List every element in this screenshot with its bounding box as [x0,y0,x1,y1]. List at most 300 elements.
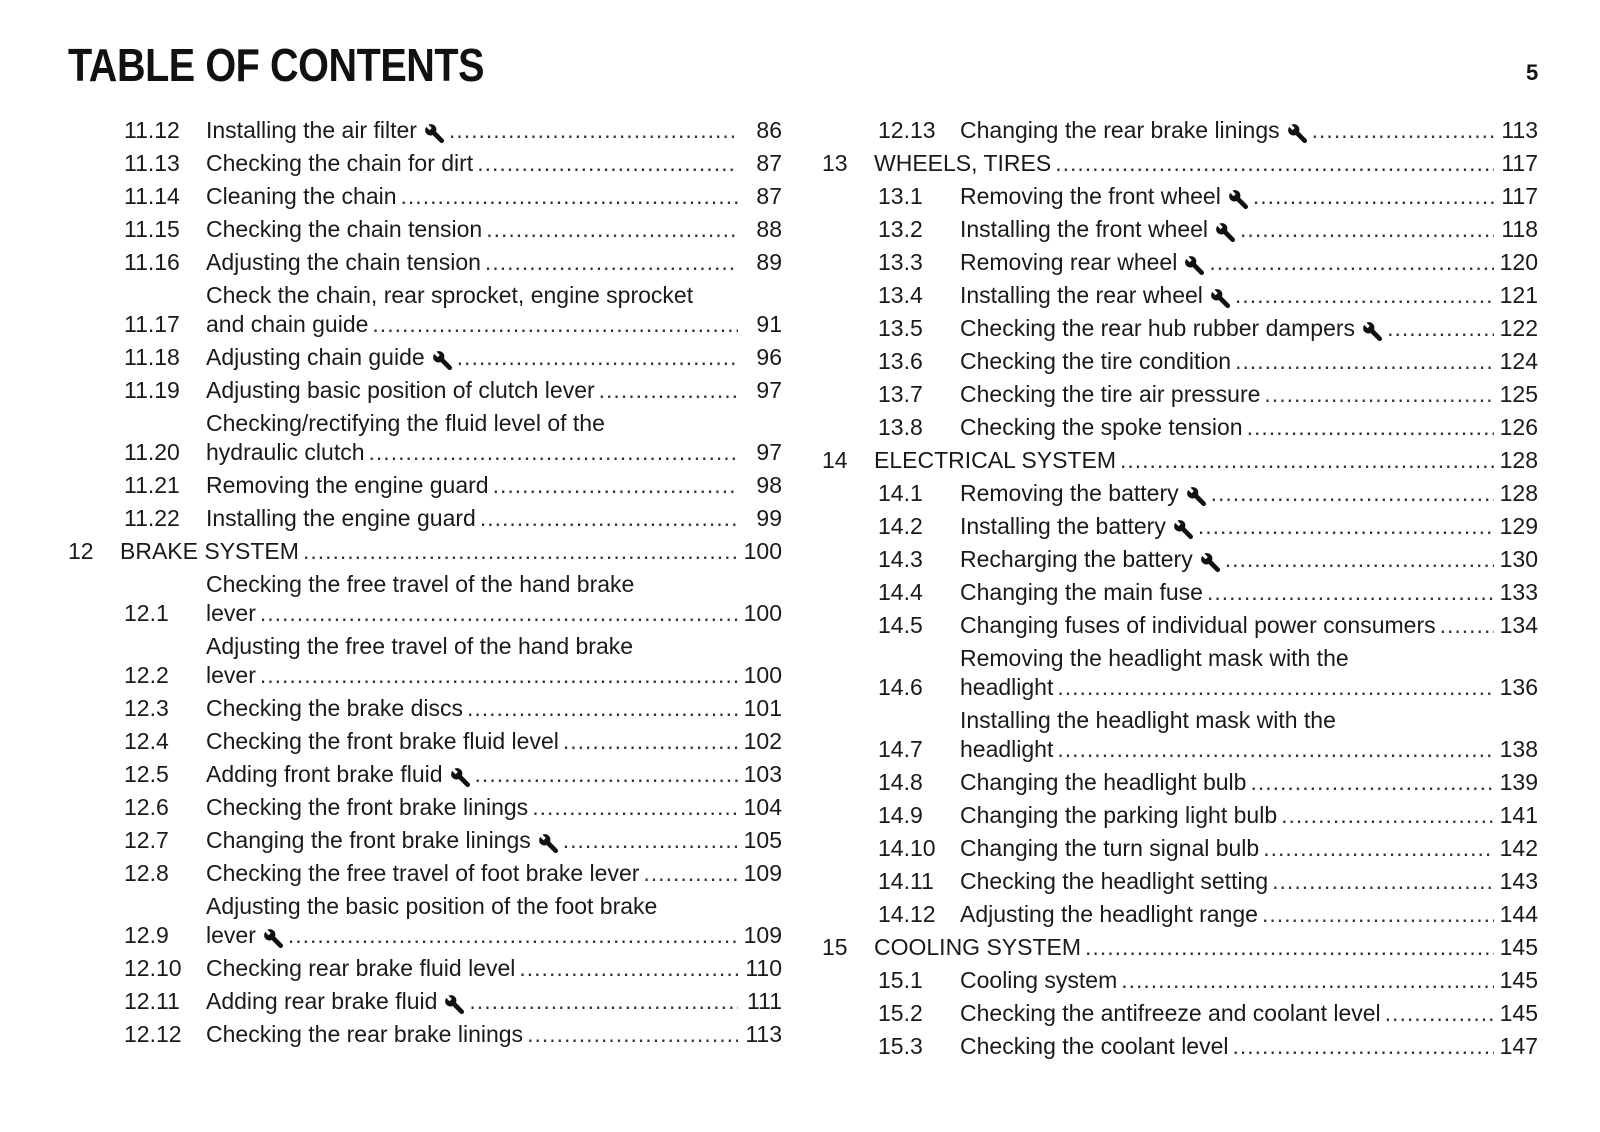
page-number: 5 [1526,60,1539,85]
wrench-icon [1214,222,1236,244]
toc-entry[interactable] [68,343,782,372]
toc-entry[interactable] [822,706,1538,764]
wrench-icon [1361,321,1383,343]
dot-leader [599,376,738,405]
toc-entry[interactable] [68,954,782,983]
page-reference[interactable]: 139 [1499,769,1538,795]
page-reference[interactable]: 89 [756,249,782,275]
toc-entry[interactable] [68,376,782,405]
section-number: 12 [68,538,94,564]
page-reference[interactable]: 113 [745,1021,782,1047]
dot-leader [493,471,738,500]
page-title: TABLE OF CONTENTS [68,39,485,91]
section-number: 15.1 [878,967,923,993]
section-number: 14.12 [878,901,936,927]
entry-last-line [206,661,782,690]
entry-last-line [206,954,782,983]
wrench-icon [1172,519,1194,541]
entry-last-line [960,116,1538,145]
section-number: 14.1 [878,480,923,506]
entry-last-line [206,116,782,145]
dot-leader [1055,149,1494,178]
page-reference[interactable]: 118 [1501,216,1538,242]
entry-title: Checking the rear hub rubber dampers [960,315,1356,341]
section-number: 12.13 [878,117,936,143]
toc-entry[interactable] [822,248,1538,277]
dot-leader [401,182,738,211]
entry-title: Installing the rear wheel [960,282,1203,308]
toc-entry[interactable] [68,694,782,723]
entry-title: Installing the battery [960,513,1166,539]
entry-title: Checking the spoke tension [960,414,1243,440]
entry-body [960,248,1538,277]
entry-body [206,471,782,500]
entry-title-line: Installing the headlight mask with the [960,707,1336,733]
entry-title: Changing the parking light bulb [960,802,1278,828]
entry-body [206,1020,782,1049]
toc-entry[interactable] [822,512,1538,541]
dot-leader [303,537,738,566]
page-reference[interactable]: 100 [743,662,782,688]
page-reference[interactable]: 99 [756,505,782,531]
entry-last-line [874,933,1538,962]
toc-entry[interactable] [822,644,1538,702]
entry-title-line: Adjusting the basic position of the foot brake [206,893,658,919]
toc-entry[interactable] [68,760,782,789]
section-number: 13.1 [878,183,923,209]
entry-body [874,933,1538,962]
page-reference[interactable]: 91 [756,311,782,337]
entry-last-line [874,446,1538,475]
entry-body [874,149,1538,178]
toc-column-left [68,116,782,1053]
page-reference[interactable]: 110 [745,955,782,981]
dot-leader [519,954,738,983]
page-reference[interactable]: 102 [743,728,782,754]
entry-body [960,578,1538,607]
section-number: 12.12 [124,1021,182,1047]
section-number: 13.6 [878,348,923,374]
section-number: 14.7 [878,736,923,762]
section-number: 12.1 [124,600,169,626]
section-number: 13.7 [878,381,923,407]
section-number: 11.14 [124,183,180,209]
toc-entry[interactable] [822,1032,1538,1061]
entry-last-line [206,504,782,533]
entry-last-line [960,1032,1538,1061]
entry-title: Checking the brake discs [206,695,463,721]
dot-leader [480,504,738,533]
page-reference[interactable]: 113 [1501,117,1538,143]
toc-entry[interactable] [822,281,1538,310]
entry-body [206,727,782,756]
dot-leader [1440,611,1494,640]
page-reference[interactable]: 117 [1501,150,1538,176]
entry-last-line [960,611,1538,640]
toc-entry[interactable] [822,182,1538,211]
entry-last-line [206,182,782,211]
toc-entry[interactable] [68,632,782,690]
page-reference[interactable]: 87 [756,183,782,209]
page-reference[interactable]: 117 [1501,183,1538,209]
page-reference[interactable]: 128 [1499,447,1538,473]
entry-body [960,801,1538,830]
entry-body [206,570,782,628]
page-reference[interactable]: 121 [1499,282,1538,308]
section-number: 12.2 [124,662,169,688]
wrench-icon [1183,255,1205,277]
dot-leader [477,149,738,178]
dot-leader [1198,512,1494,541]
toc-column-right [822,116,1538,1065]
section-number: 15 [822,934,848,960]
dot-leader [475,760,738,789]
page-reference[interactable]: 129 [1499,513,1538,539]
section-number: 12.8 [124,860,169,886]
dot-leader [260,599,738,628]
toc-entry[interactable] [68,1020,782,1049]
dot-leader [1387,314,1494,343]
dot-leader [1264,380,1494,409]
section-number: 12.6 [124,794,169,820]
page-reference[interactable]: 138 [1499,736,1538,762]
toc-entry[interactable] [68,727,782,756]
page-reference[interactable]: 122 [1499,315,1538,341]
entry-body [206,793,782,822]
page-reference[interactable]: 86 [756,117,782,143]
section-number: 11.18 [124,344,180,370]
page-reference[interactable]: 145 [1499,934,1538,960]
entry-title-line: Check the chain, rear sprocket, engine sprocket [206,282,694,308]
page-reference[interactable]: 103 [743,761,782,787]
toc-entry[interactable] [68,215,782,244]
dot-leader [563,727,738,756]
entry-title: Changing the turn signal bulb [960,835,1260,861]
entry-body [206,859,782,888]
page-reference[interactable]: 120 [1499,249,1538,275]
entry-title-line: Removing the headlight mask with the [960,645,1349,671]
toc-chapter-entry[interactable] [822,933,1538,962]
section-number: 12.9 [124,922,169,948]
dot-leader [1235,281,1494,310]
section-number: 13.3 [878,249,923,275]
dot-leader [1211,479,1494,508]
toc-entry[interactable] [822,801,1538,830]
toc-entry[interactable] [68,116,782,145]
entry-body [960,1032,1538,1061]
wrench-icon [431,350,453,372]
dot-leader [1312,116,1494,145]
entry-title: Removing the engine guard [206,472,489,498]
entry-last-line [960,281,1538,310]
toc-entry[interactable] [68,504,782,533]
dot-leader [643,859,738,888]
page-reference[interactable]: 97 [756,439,782,465]
page-reference[interactable]: 100 [743,600,782,626]
entry-title: Checking the front brake linings [206,794,529,820]
page-reference[interactable]: 100 [743,538,782,564]
entry-body [960,413,1538,442]
entry-title: Checking the free travel of foot brake lever [206,860,640,886]
wrench-icon [423,123,445,145]
page-reference[interactable]: 111 [747,988,782,1014]
entry-title: Checking rear brake fluid level [206,955,516,981]
dot-leader [1120,446,1494,475]
toc-entry[interactable] [68,149,782,178]
dot-leader [563,826,738,855]
toc-entry[interactable] [822,380,1538,409]
toc-entry[interactable] [822,479,1538,508]
entry-last-line [206,343,782,372]
page-reference[interactable]: 88 [756,216,782,242]
entry-body [206,504,782,533]
toc-entry[interactable] [822,867,1538,896]
entry-title: hydraulic clutch [206,439,365,465]
dot-leader [457,343,738,372]
entry-title-line: Checking the free travel of the hand brake [206,571,635,597]
entry-title: Changing the headlight bulb [960,769,1247,795]
toc-entry[interactable] [822,768,1538,797]
toc-entry[interactable] [822,834,1538,863]
toc-chapter-entry[interactable] [68,537,782,566]
toc-chapter-entry[interactable] [822,446,1538,475]
toc-entry[interactable] [822,314,1538,343]
wrench-icon [1185,486,1207,508]
toc-entry[interactable] [68,826,782,855]
entry-body [960,706,1538,764]
entry-title: lever [206,600,256,626]
dot-leader [1225,545,1494,574]
toc-entry[interactable] [822,116,1538,145]
page-reference[interactable]: 97 [756,377,782,403]
wrench-icon [1286,123,1308,145]
entry-body [960,768,1538,797]
entry-body [206,149,782,178]
page-reference[interactable]: 105 [743,827,782,853]
section-number: 11.22 [124,505,180,531]
entry-title: Removing the front wheel [960,183,1221,209]
entry-last-line [960,867,1538,896]
entry-body [960,479,1538,508]
page-reference[interactable]: 124 [1499,348,1538,374]
entry-last-line [206,149,782,178]
page-reference[interactable]: 109 [743,860,782,886]
toc-entry[interactable] [68,892,782,950]
page-reference[interactable]: 143 [1499,868,1538,894]
toc-entry[interactable] [68,248,782,277]
entry-title: Adjusting the headlight range [960,901,1258,927]
page-reference[interactable]: 136 [1499,674,1538,700]
entry-last-line [960,900,1538,929]
section-number: 14.4 [878,579,923,605]
entry-last-line [960,479,1538,508]
toc-chapter-entry[interactable] [822,149,1538,178]
toc-entry[interactable] [68,570,782,628]
entry-last-line [960,735,1538,764]
entry-title: Checking the antifreeze and coolant level [960,1000,1381,1026]
toc-entry[interactable] [822,347,1538,376]
entry-last-line [960,966,1538,995]
entry-body [206,694,782,723]
entry-last-line [206,310,782,339]
section-number: 11.19 [124,377,180,403]
entry-title: Checking the tire air pressure [960,381,1261,407]
wrench-icon [1199,552,1221,574]
dot-leader [372,310,738,339]
entry-last-line [960,215,1538,244]
entry-last-line [960,314,1538,343]
section-number: 12.3 [124,695,169,721]
section-number: 13.4 [878,282,923,308]
entry-last-line [960,248,1538,277]
page-reference[interactable]: 134 [1499,612,1538,638]
toc-entry[interactable] [822,999,1538,1028]
entry-title: lever [206,922,256,948]
dot-leader [1272,867,1494,896]
toc-entry[interactable] [68,281,782,339]
entry-title: headlight [960,736,1054,762]
toc-entry[interactable] [68,987,782,1016]
page-reference[interactable]: 133 [1499,579,1538,605]
dot-leader [1240,215,1494,244]
toc-entry[interactable] [822,215,1538,244]
section-number: 13.2 [878,216,923,242]
entry-last-line [960,347,1538,376]
dot-leader [532,793,738,822]
dot-leader [1262,900,1494,929]
toc-entry[interactable] [68,793,782,822]
dot-leader [1085,933,1494,962]
entry-body [960,512,1538,541]
section-number: 15.3 [878,1033,923,1059]
wrench-icon [537,833,559,855]
entry-title: BRAKE SYSTEM [120,538,299,564]
page-reference[interactable]: 130 [1499,546,1538,572]
entry-body [206,182,782,211]
entry-title: Changing the main fuse [960,579,1203,605]
section-number: 11.16 [124,249,180,275]
dot-leader [467,694,738,723]
page-reference[interactable]: 98 [756,472,782,498]
entry-title: Adjusting the chain tension [206,249,481,275]
entry-body [960,867,1538,896]
page-reference[interactable]: 128 [1499,480,1538,506]
entry-body [960,900,1538,929]
entry-body [206,892,782,950]
section-number: 12.4 [124,728,169,754]
section-number: 13.5 [878,315,923,341]
toc-entry[interactable] [822,900,1538,929]
entry-title: and chain guide [206,311,369,337]
entry-last-line [206,438,782,467]
entry-last-line [960,413,1538,442]
page-reference[interactable]: 144 [1499,901,1538,927]
toc-entry[interactable] [68,859,782,888]
section-number: 14.10 [878,835,936,861]
page-reference[interactable]: 145 [1499,967,1538,993]
entry-title: Checking the tire condition [960,348,1232,374]
entry-title: headlight [960,674,1054,700]
page-reference[interactable]: 125 [1499,381,1538,407]
section-number: 14.11 [878,868,934,894]
section-number: 11.12 [124,117,180,143]
dot-leader [1209,248,1494,277]
section-number: 11.21 [124,472,180,498]
dot-leader [1247,413,1494,442]
section-number: 12.10 [124,955,182,981]
dot-leader [1263,834,1494,863]
entry-last-line [206,727,782,756]
dot-leader [369,438,738,467]
page-reference[interactable]: 96 [756,344,782,370]
section-number: 14.2 [878,513,923,539]
dot-leader [1250,768,1494,797]
toc-entry[interactable] [822,413,1538,442]
entry-last-line [960,999,1538,1028]
page-reference[interactable]: 145 [1499,1000,1538,1026]
entry-last-line [874,149,1538,178]
entry-body [960,999,1538,1028]
section-number: 12.5 [124,761,169,787]
toc-entry[interactable] [68,471,782,500]
entry-body [960,545,1538,574]
page-reference[interactable]: 109 [743,922,782,948]
page-reference[interactable]: 147 [1499,1033,1538,1059]
entry-body [206,987,782,1016]
entry-last-line [960,380,1538,409]
section-number: 14.9 [878,802,923,828]
entry-body [206,215,782,244]
section-number: 14.6 [878,674,923,700]
dot-leader [1385,999,1494,1028]
entry-last-line [960,545,1538,574]
page-reference[interactable]: 101 [743,695,782,721]
dot-leader [1057,673,1494,702]
entry-title: Installing the engine guard [206,505,476,531]
toc-entry[interactable] [68,409,782,467]
entry-title: Cleaning the chain [206,183,397,209]
toc-entry[interactable] [822,545,1538,574]
entry-last-line [960,834,1538,863]
toc-entry[interactable] [822,578,1538,607]
entry-last-line [206,826,782,855]
entry-title: WHEELS, TIRES [874,150,1052,176]
entry-last-line [206,987,782,1016]
entry-title: Checking the chain for dirt [206,150,474,176]
entry-title: Adjusting basic position of clutch lever [206,377,595,403]
dot-leader [1233,1032,1495,1061]
toc-entry[interactable] [68,182,782,211]
page-reference[interactable]: 141 [1499,802,1538,828]
page-reference[interactable]: 104 [743,794,782,820]
entry-body [206,760,782,789]
entry-last-line [960,768,1538,797]
toc-entry[interactable] [822,611,1538,640]
entry-body [206,281,782,339]
entry-title: Checking the chain tension [206,216,483,242]
page-reference[interactable]: 126 [1499,414,1538,440]
entry-body [206,409,782,467]
section-number: 13 [822,150,848,176]
dot-leader [1207,578,1494,607]
page-reference[interactable]: 142 [1499,835,1538,861]
dot-leader [1235,347,1494,376]
toc-entry[interactable] [822,966,1538,995]
entry-last-line [206,760,782,789]
entry-body [960,314,1538,343]
page-reference[interactable]: 87 [756,150,782,176]
entry-body [960,347,1538,376]
